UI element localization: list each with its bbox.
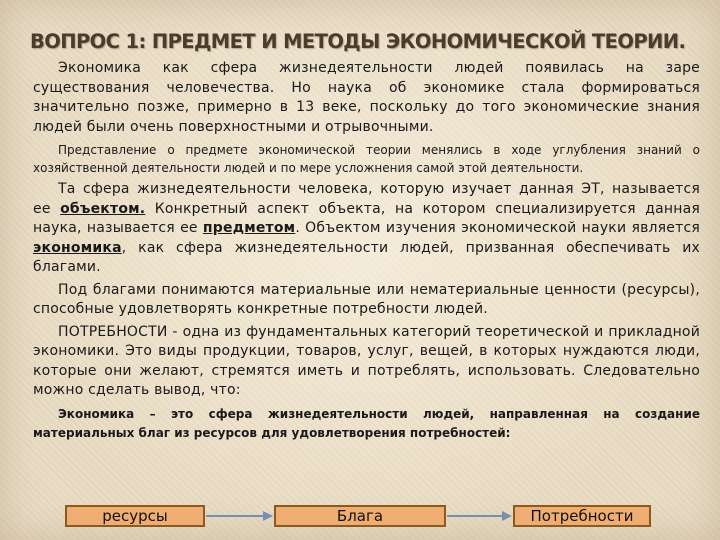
paragraph-object-subject bbox=[33, 180, 700, 278]
paragraph-needs-definition: ПОТРЕБНОСТИ - одна из фундаментальных категорий теоретической и прикладной экономики. Это виды продукции, товаров, услуг, вещей, в которых нуждаются люди, которые они желают, стремятся иметь и потреблять, использовать. Следовательно можно сделать вывод, что: bbox=[33, 323, 700, 398]
flow-box-needs: Потребности bbox=[513, 505, 651, 527]
keyword-object: объектом. bbox=[60, 200, 146, 217]
paragraph-goods-definition: Под благами понимаются материальные или нематериальные ценности (ресурсы), способные удовлетворять конкретные потребности людей. bbox=[33, 281, 700, 317]
paragraph-subject-evolution: Представление о предмете экономической теории менялись в ходе углубления знаний о хозяйственной деятельности людей и по мере усложнения самой этой деятельности. bbox=[33, 143, 700, 175]
paragraph-economy-origin: Экономика как сфера жизнедеятельности людей появилась на заре существования человечества. Но наука об экономике стала формироваться значительно позже, примерно в 13 веке, поскольку до того экономические знания людей были очень поверхностными и отрывочными. bbox=[33, 60, 700, 135]
paragraph-economy-conclusion: Экономика – это сфера жизнедеятельности людей, направленная на создание материальных благ из ресурсов для удовлетворения потребностей: bbox=[33, 406, 700, 440]
text-segment: , как сфера жизнедеятельности людей, призванная обеспечивать их благами. bbox=[33, 239, 700, 275]
text-segment: . Объектом изучения экономической науки является bbox=[295, 220, 700, 236]
keyword-economy: экономика bbox=[33, 239, 122, 256]
keyword-subject: предметом bbox=[202, 220, 296, 236]
flow-box-resources: ресурсы bbox=[65, 505, 205, 527]
text-segment: Конкретный аспект объекта, на котором специализируется данная наука, называется ее bbox=[33, 200, 700, 236]
slide-body bbox=[33, 59, 700, 443]
flow-box-goods: Блага bbox=[274, 505, 446, 527]
slide-title: ВОПРОС 1: ПРЕДМЕТ И МЕТОДЫ ЭКОНОМИЧЕСКОЙ ТЕОРИИ. bbox=[30, 30, 686, 53]
text-segment: Та сфера жизнедеятельности человека, которую изучает данная ЭТ, называется ее bbox=[33, 181, 700, 217]
